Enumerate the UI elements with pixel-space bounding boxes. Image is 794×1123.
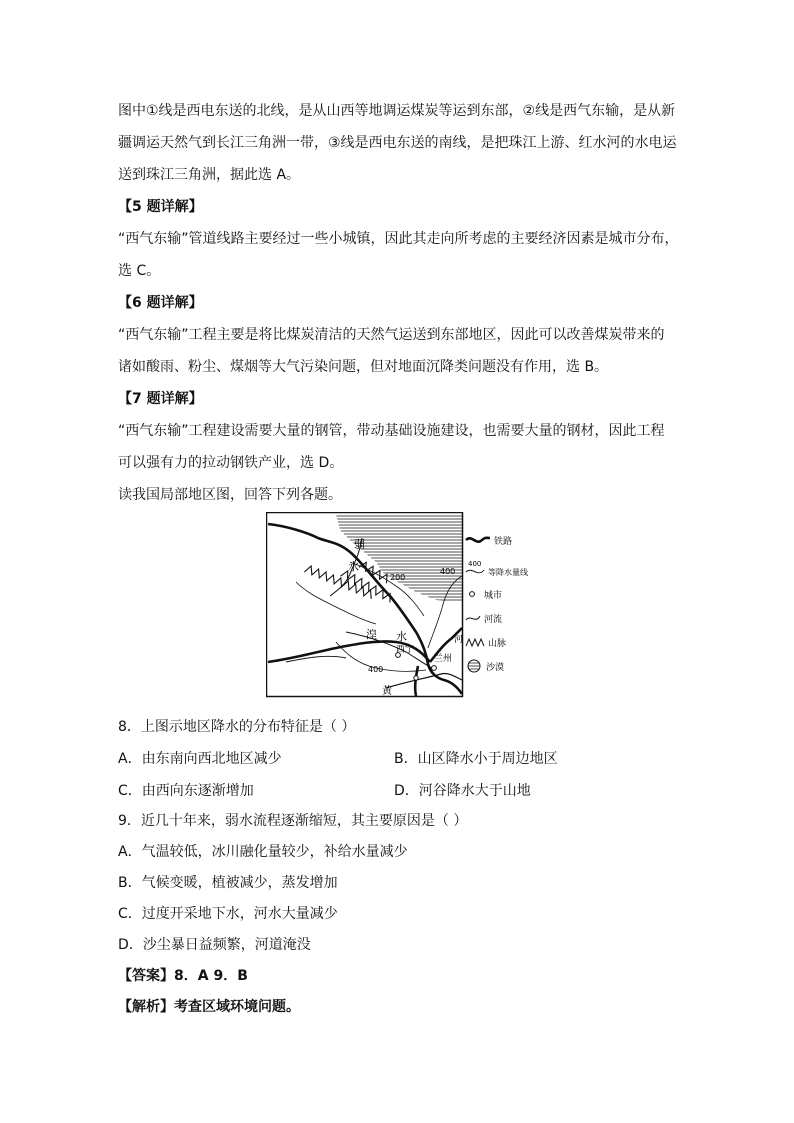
question-8-option-d[interactable]: D．河谷降水大于山地 <box>394 783 531 799</box>
legend-desert: 沙漠 <box>486 663 505 673</box>
paragraph-line: 选 C。 <box>118 263 161 279</box>
legend-mountain: 山脉 <box>488 639 507 649</box>
label-contour-400-b: 400 <box>368 665 384 674</box>
section-heading-5: 【5 题详解】 <box>118 199 203 215</box>
desert-legend-icon <box>468 660 480 672</box>
paragraph-line: 图中①线是西电东送的北线，是从山西等地调运煤炭等运到东部，②线是西气东输，是从新 <box>118 103 676 119</box>
paragraph-line: “西气东输”管道线路主要经过一些小城镇，因此其走向所考虑的主要经济因素是城市分布， <box>118 231 679 247</box>
legend-railway: 铁路 <box>494 537 513 547</box>
question-9-stem: 9．近几十年来，弱水流程逐渐缩短，其主要原因是（ ） <box>118 813 468 829</box>
label-he: 河 <box>454 635 464 645</box>
mountain-legend-icon <box>466 639 484 646</box>
paragraph-line: 送到珠江三角洲，据此选 A。 <box>118 167 301 183</box>
city-marker <box>414 676 418 680</box>
label-contour-400-a: 400 <box>440 567 456 576</box>
question-9-option-d[interactable]: D．沙尘暴日益频繁，河道淹没 <box>118 937 311 953</box>
label-shui2: 水 <box>396 630 407 643</box>
label-shui: 水 <box>348 560 359 573</box>
legend-city: 城市 <box>484 591 503 601</box>
isohyet-legend-icon <box>466 570 484 573</box>
section-heading-6: 【6 题详解】 <box>118 295 203 311</box>
river-legend-icon <box>466 616 480 620</box>
label-huang: 湟 <box>366 628 377 641</box>
paragraph-line: “西气东输”工程建设需要大量的钢管，带动基础设施建设，也需要大量的钢材，因此工程 <box>118 423 665 439</box>
question-8-option-b[interactable]: B．山区降水小于周边地区 <box>394 751 558 767</box>
paragraph-line: “西气东输”工程主要是将比煤炭清洁的天然气运送到东部地区，因此可以改善煤炭带来的 <box>118 327 665 343</box>
regional-map-figure <box>266 512 528 698</box>
legend-isohyet: 等降水量线 <box>488 568 528 577</box>
reading-intro: 读我国局部地区图，回答下列各题。 <box>118 487 342 503</box>
answer-line: 【答案】8．A 9．B <box>118 968 248 984</box>
question-9-option-a[interactable]: A．气温较低，冰川融化量较少，补给水量减少 <box>118 844 408 860</box>
paragraph-line: 诸如酸雨、粉尘、煤烟等大气污染问题，但对地面沉降类问题没有作用，选 B。 <box>118 359 609 375</box>
railway-legend-icon <box>466 538 490 542</box>
section-heading-7: 【7 题详解】 <box>118 391 203 407</box>
question-8-option-c[interactable]: C．由西向东逐渐增加 <box>118 783 254 799</box>
question-8-stem: 8．上图示地区降水的分布特征是（ ） <box>118 719 356 735</box>
label-ruo: 弱 <box>354 538 365 551</box>
label-lanzhou: 兰州 <box>434 654 453 664</box>
city-lanzhou-marker <box>432 666 437 671</box>
paragraph-line: 可以强有力的拉动钢铁产业，选 D。 <box>118 455 344 471</box>
analysis-line: 【解析】考查区域环境问题。 <box>118 999 300 1015</box>
legend-isohyet-value: 400 <box>468 560 482 568</box>
question-9-option-b[interactable]: B．气候变暖，植被减少，蒸发增加 <box>118 875 338 891</box>
map-legend <box>466 535 528 673</box>
label-xining: 西宁 <box>396 645 415 655</box>
legend-river: 河流 <box>484 615 503 625</box>
label-huang2: 黄 <box>382 686 392 697</box>
question-9-option-c[interactable]: C．过度开采地下水，河水大量减少 <box>118 906 338 922</box>
label-contour-200: 200 <box>390 573 406 582</box>
city-legend-icon <box>470 592 475 597</box>
question-8-option-a[interactable]: A．由东南向西北地区减少 <box>118 751 282 767</box>
paragraph-line: 疆调运天然气到长江三角洲一带，③线是西电东送的南线，是把珠江上游、红水河的水电运 <box>118 135 677 151</box>
